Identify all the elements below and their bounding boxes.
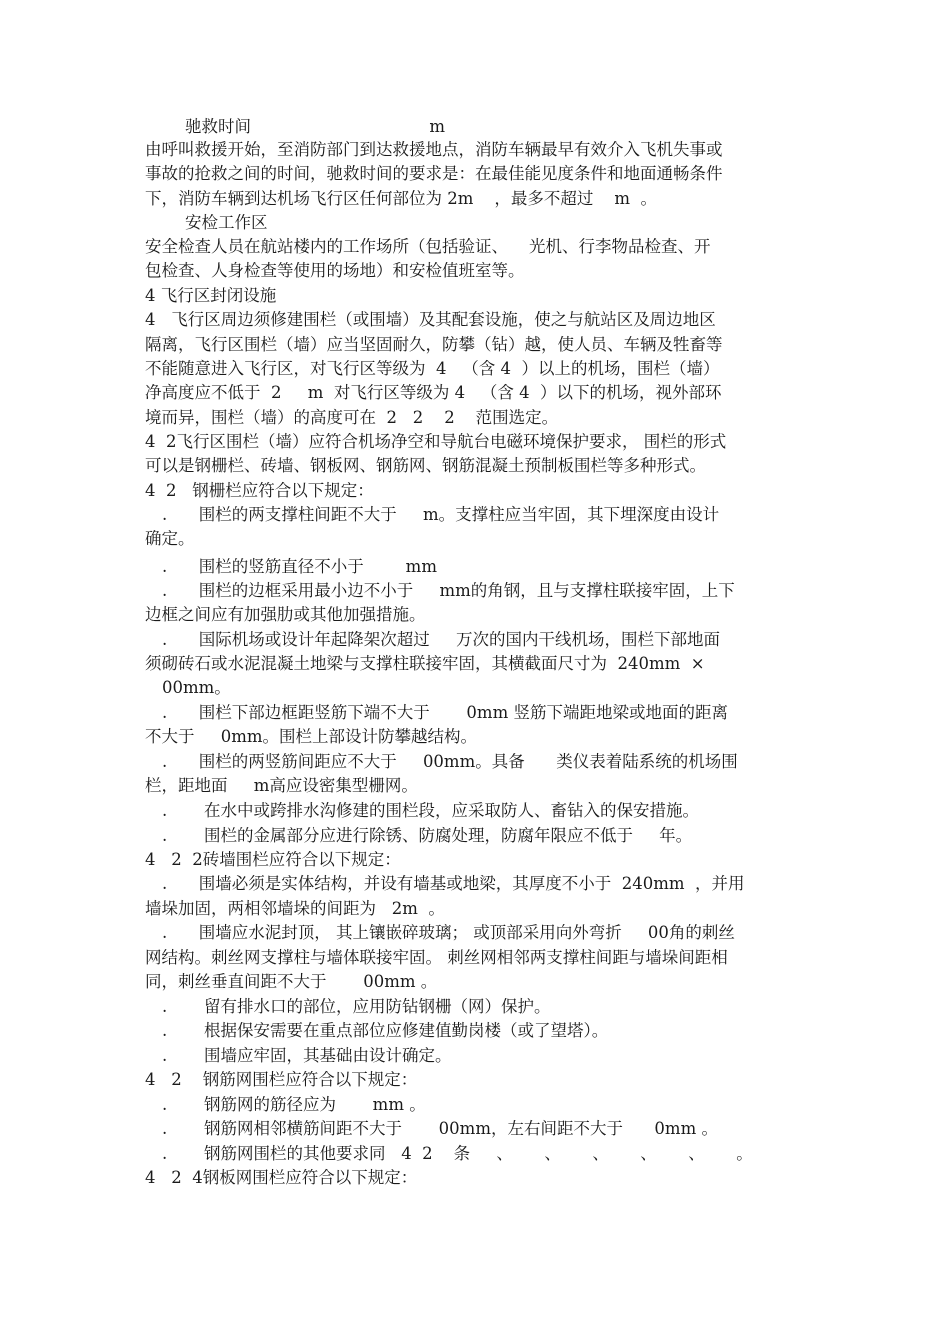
text-line-21: 边框之间应有加强肋或其他加强措施。 — [145, 605, 426, 624]
text-line-18: 确定。 — [145, 529, 195, 548]
text-line-4: 下，消防车辆到达机场飞行区任何部位为 2m ，最多不超过 m 。 — [145, 189, 657, 208]
text-line-14: 4 2飞行区围栏（墙）应符合机场净空和导航台电磁环境保护要求， 围栏的形式 — [145, 432, 727, 451]
text-line-2: 由呼叫救援开始，至消防部门到达救援地点，消防车辆最早有效介入飞机失事或 — [145, 140, 723, 159]
text-line-33: 墙垛加固，两相邻墙垛的间距为 2m 。 — [145, 899, 445, 918]
text-line-43: . 钢筋网围栏的其他要求同 4 2 条 、 、 、 、 、 。 — [162, 1144, 753, 1163]
text-line-13: 境而异，围栏（墙）的高度可在 2 2 2 范围选定。 — [145, 408, 559, 427]
text-line-26: 不大于 0mm。围栏上部设计防攀越结构。 — [145, 727, 478, 746]
text-line-34: . 围墙应水泥封顶， 其上镶嵌碎玻璃； 或顶部采用向外弯折 00角的刺丝 — [162, 923, 735, 942]
text-line-6: 安全检查人员在航站楼内的工作场所（包括验证、 光机、行李物品检查、开 — [145, 237, 711, 256]
text-line-39: . 围墙应牢固，其基础由设计确定。 — [162, 1046, 452, 1065]
text-line-9: 4 飞行区周边须修建围栏（或围墙）及其配套设施，使之与航站区及周边地区 — [145, 310, 716, 329]
text-line-7: 包检查、人身检查等使用的场地）和安检值班室等。 — [145, 261, 525, 280]
text-line-27: . 围栏的两竖筋间距应不大于 00mm。具备 类仪表着陆系统的机场围 — [162, 752, 738, 771]
text-line-40: 4 2 钢筋网围栏应符合以下规定： — [145, 1070, 418, 1089]
text-line-22: . 国际机场或设计年起降架次超过 万次的国内干线机场，围栏下部地面 — [162, 630, 720, 649]
text-line-36: 同，刺丝垂直间距不大于 00mm 。 — [145, 972, 438, 991]
text-line-19: . 围栏的竖筋直径不小于 mm — [162, 557, 437, 576]
text-line-1: 驰救时间 m — [185, 117, 445, 136]
text-line-29: . 在水中或跨排水沟修建的围栏段，应采取防人、畜钻入的保安措施。 — [162, 801, 699, 820]
text-line-31: 4 2 2砖墙围栏应符合以下规定： — [145, 850, 401, 869]
text-line-10: 隔离，飞行区围栏（墙）应当坚固耐久，防攀（钻）越，使人员、车辆及牲畜等 — [145, 335, 723, 354]
text-line-32: . 围墙必须是实体结构，并设有墙基或地梁，其厚度不小于 240mm ，并用 — [162, 874, 745, 893]
text-line-35: 网结构。刺丝网支撑柱与墙体联接牢固。 刺丝网相邻两支撑柱间距与墙垛间距相 — [145, 948, 728, 967]
text-line-17: . 围栏的两支撑柱间距不大于 m。支撑柱应当牢固，其下埋深度由设计 — [162, 505, 720, 524]
text-line-28: 栏，距地面 m高应设密集型栅网。 — [145, 776, 418, 795]
text-line-15: 可以是钢栅栏、砖墙、钢板网、钢筋网、钢筋混凝土预制板围栏等多种形式。 — [145, 456, 706, 475]
text-line-5: 安检工作区 — [185, 213, 268, 232]
text-line-16: 4 2 钢栅栏应符合以下规定： — [145, 481, 374, 500]
text-line-38: . 根据保安需要在重点部位应修建值勤岗楼（或了望塔）。 — [162, 1021, 609, 1040]
text-line-44: 4 2 4钢板网围栏应符合以下规定： — [145, 1168, 418, 1187]
text-line-20: . 围栏的边框采用最小边不小于 mm的角钢，且与支撑柱联接牢固，上下 — [162, 581, 735, 600]
text-line-25: . 围栏下部边框距竖筋下端不大于 0mm 竖筋下端距地梁或地面的距离 — [162, 703, 728, 722]
text-line-12: 净高度应不低于 2 m 对飞行区等级为 4 （含 4 ）以下的机场，视外部环 — [145, 383, 722, 402]
text-line-30: . 围栏的金属部分应进行除锈、防腐处理，防腐年限应不低于 年。 — [162, 826, 693, 845]
text-line-42: . 钢筋网相邻横筋间距不大于 00mm，左右间距不大于 0mm 。 — [162, 1119, 718, 1138]
text-line-37: . 留有排水口的部位，应用防钻钢栅（网）保护。 — [162, 997, 551, 1016]
text-line-3: 事故的抢救之间的时间，驰救时间的要求是：在最佳能见度条件和地面通畅条件 — [145, 164, 723, 183]
text-line-8: 4 飞行区封闭设施 — [145, 286, 277, 305]
text-line-23: 须砌砖石或水泥混凝土地梁与支撑柱联接牢固，其横截面尺寸为 240mm × — [145, 654, 705, 673]
text-line-11: 不能随意进入飞行区，对飞行区等级为 4 （含 4 ）以上的机场，围栏（墙） — [145, 359, 720, 378]
text-line-41: . 钢筋网的筋径应为 mm 。 — [162, 1095, 426, 1114]
text-line-24: 00mm。 — [162, 678, 231, 697]
